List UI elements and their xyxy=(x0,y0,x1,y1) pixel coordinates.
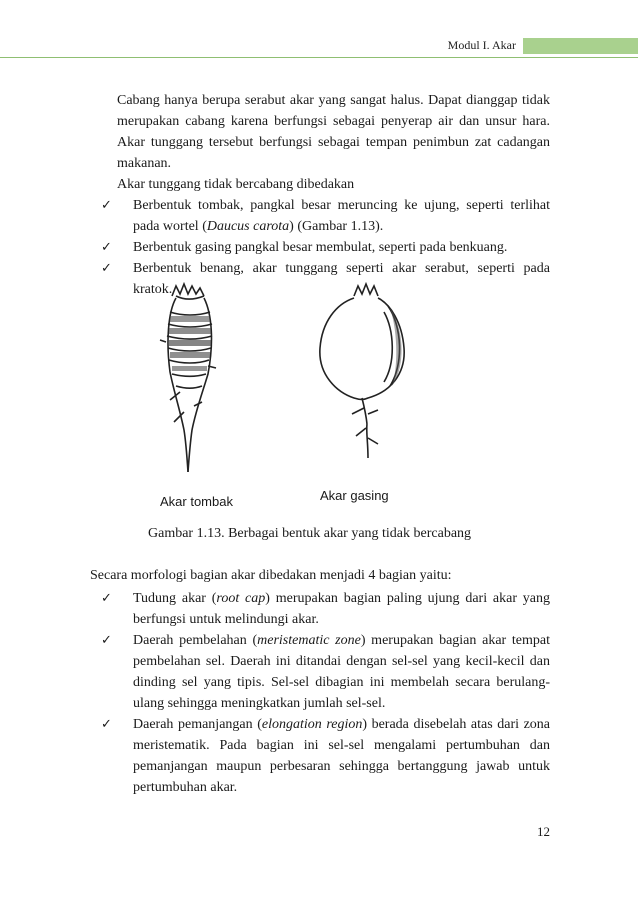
label-akar-tombak: Akar tombak xyxy=(160,494,233,509)
header-accent-bar xyxy=(523,38,638,54)
checkmark-icon: ✓ xyxy=(101,591,112,606)
root-parts-list xyxy=(101,588,551,798)
list-item: ✓ Tudung akar (root cap) merupakan bagian paling ujung dari akar yang berfungsi untuk melindungi akar. xyxy=(117,588,550,630)
checkmark-icon: ✓ xyxy=(101,240,112,255)
list-item: ✓ Daerah pemanjangan (elongation region) berada disebelah atas dari zona meristematik. Pada bagian ini sel-sel mengalami pertumbuhan dan pemanjangan maupun perbesaran sehingga bertanggung jawab untuk pertumbuhan akar. xyxy=(117,714,550,798)
figure-caption: Gambar 1.13. Berbagai bentuk akar yang tidak bercabang xyxy=(148,526,472,541)
header-divider xyxy=(0,57,638,58)
carrot-root-drawing xyxy=(160,284,216,472)
intro-paragraph: Cabang hanya berupa serabut akar yang sangat halus. Dapat dianggap tidak merupakan cabang karena berfungsi sebagai penyerap air dan unsur hara. Akar tunggang tersebut berfungsi sebagai tempan penimbun zat cadangan makanan. xyxy=(117,93,550,171)
checkmark-icon: ✓ xyxy=(101,717,112,732)
root-illustration xyxy=(140,282,440,482)
checkmark-icon: ✓ xyxy=(101,633,112,648)
list-item: ✓ Berbentuk tombak, pangkal besar meruncing ke ujung, seperti terlihat pada wortel (Daucus carota) (Gambar 1.13). xyxy=(117,195,550,237)
label-akar-gasing: Akar gasing xyxy=(320,488,389,503)
checkmark-icon: ✓ xyxy=(101,198,112,213)
list-item: ✓ Berbentuk gasing pangkal besar membulat, seperti pada benkuang. xyxy=(117,237,550,258)
list-item: ✓ Berbentuk benang, akar tunggang seperti akar serabut, seperti pada kratok. xyxy=(117,258,550,300)
morphology-intro: Secara morfologi bagian akar dibedakan menjadi 4 bagian yaitu: xyxy=(90,568,452,583)
checkmark-icon: ✓ xyxy=(101,261,112,276)
turnip-root-drawing xyxy=(320,284,404,458)
page-number: 12 xyxy=(537,824,550,839)
module-title: Modul I. Akar xyxy=(447,38,516,52)
list-item: ✓ Daerah pembelahan (meristematic zone) merupakan bagian akar tempat pembelahan sel. Daerah ini ditandai dengan sel-sel yang kecil-kecil dan dinding sel yang tipis. Sel-sel dibagian ini membelah secara berulang-ulang sehingga meningkatkan jumlah sel-sel. xyxy=(117,630,550,714)
list-lead: Akar tunggang tidak bercabang dibedakan xyxy=(117,177,355,192)
section-taproot-types xyxy=(101,90,550,300)
section-root-parts xyxy=(101,588,551,798)
root-drawing xyxy=(140,282,440,482)
